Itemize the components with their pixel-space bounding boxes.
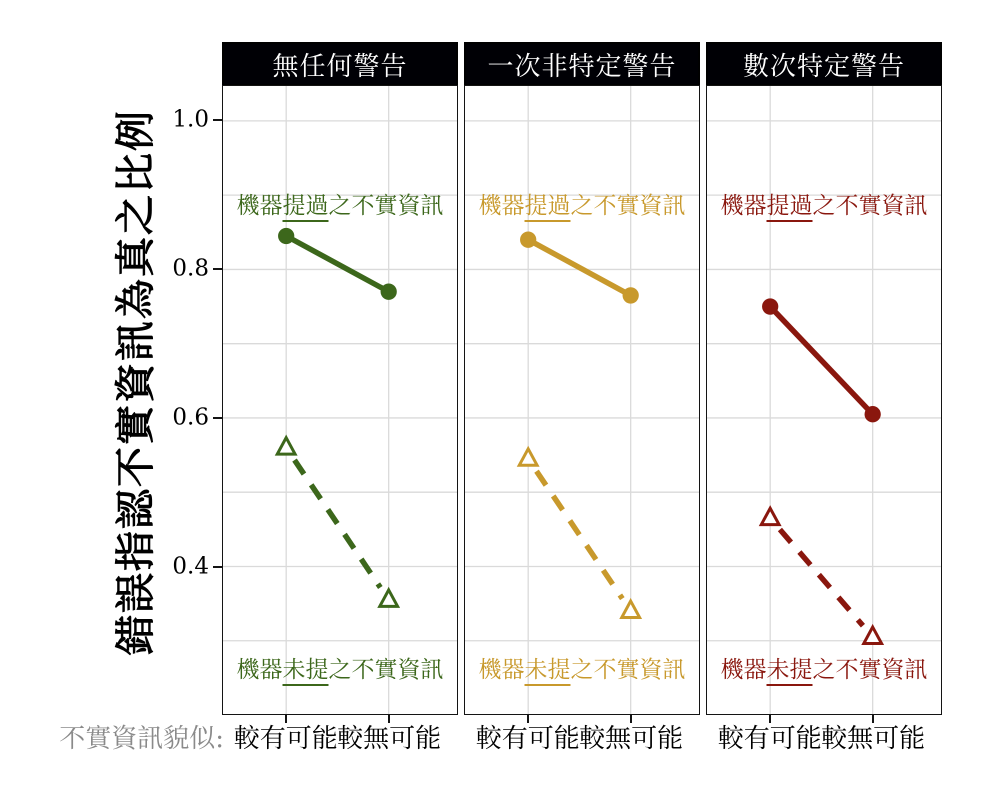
y-tick-label: 1.0 (172, 106, 209, 133)
series-line-dashed (780, 529, 863, 625)
y-tick-label: 0.4 (172, 553, 209, 580)
series-label (237, 656, 444, 684)
x-tick-label: 較無可能 (579, 724, 684, 754)
series-line-dashed (295, 460, 381, 587)
panel-plot-area (464, 85, 700, 715)
series-label-underlined: 提過 (525, 193, 571, 222)
series-label (479, 656, 686, 684)
x-tick-mark (388, 714, 390, 723)
panel-title-strip (222, 42, 458, 86)
data-point-triangle (519, 449, 537, 465)
series-line-solid (286, 236, 388, 292)
y-tick-mark (213, 268, 222, 270)
series-line-dashed (537, 471, 623, 598)
x-tick-label: 較有可能 (233, 724, 338, 754)
series-label-suffix: 之不實資訊 (328, 192, 444, 219)
series-label (721, 656, 928, 684)
series-label-underlined: 未提 (283, 657, 329, 686)
panel-plot-area (706, 85, 942, 715)
y-tick-mark (213, 119, 222, 121)
series-label (721, 192, 928, 220)
series-label (479, 192, 686, 220)
series-label-suffix: 之不實資訊 (570, 192, 686, 219)
panel-plot-svg (465, 86, 699, 714)
series-label-underlined: 未提 (767, 657, 813, 686)
data-point-circle (865, 406, 881, 422)
series-label-suffix: 之不實資訊 (328, 656, 444, 683)
panel-3 (706, 42, 942, 715)
panel-plot-svg (707, 86, 941, 714)
series-label-suffix: 之不實資訊 (570, 656, 686, 683)
panel-plot-area (222, 85, 458, 715)
x-tick-mark (285, 714, 287, 723)
y-tick-mark (213, 566, 222, 568)
panel-plot-svg (223, 86, 457, 714)
data-point-triangle (380, 590, 398, 606)
series-label-prefix: 機器 (236, 656, 283, 683)
y-tick-mark (213, 417, 222, 419)
panel-title-strip (706, 42, 942, 86)
y-axis-title: 錯誤指認不實資訊為真之比例 (112, 109, 159, 655)
series-label-suffix: 之不實資訊 (812, 656, 928, 683)
panel-1 (222, 42, 458, 715)
x-tick-label: 較無可能 (821, 724, 926, 754)
panel-title-strip (464, 42, 700, 86)
data-point-triangle (622, 601, 640, 617)
panel-title: 一次非特定警告 (487, 51, 677, 82)
x-tick-mark (527, 714, 529, 723)
data-point-triangle (277, 438, 295, 454)
x-tick-label: 較有可能 (717, 724, 822, 754)
x-tick-label: 較無可能 (337, 724, 442, 754)
y-tick-label: 0.8 (172, 255, 209, 282)
series-line-solid (528, 240, 630, 296)
data-point-triangle (761, 508, 779, 524)
x-tick-mark (769, 714, 771, 723)
x-tick-mark (872, 714, 874, 723)
data-point-circle (520, 232, 536, 248)
x-tick-label: 較有可能 (475, 724, 580, 754)
data-point-circle (623, 287, 639, 303)
series-label-prefix: 機器 (720, 656, 767, 683)
data-point-triangle (864, 627, 882, 643)
series-label-prefix: 機器 (720, 192, 767, 219)
panel-2 (464, 42, 700, 715)
series-label-suffix: 之不實資訊 (812, 192, 928, 219)
panel-title: 無任何警告 (272, 51, 408, 82)
series-label-underlined: 提過 (283, 193, 329, 222)
series-label-prefix: 機器 (478, 192, 525, 219)
data-point-circle (762, 298, 778, 314)
data-point-circle (278, 228, 294, 244)
panel-title: 數次特定警告 (742, 51, 905, 82)
y-tick-label: 0.6 (172, 404, 209, 431)
series-label-prefix: 機器 (236, 192, 283, 219)
series-line-solid (770, 307, 872, 415)
series-label-underlined: 提過 (767, 193, 813, 222)
x-tick-mark (630, 714, 632, 723)
series-label (237, 192, 444, 220)
series-label-prefix: 機器 (478, 656, 525, 683)
data-point-circle (381, 284, 397, 300)
series-label-underlined: 未提 (525, 657, 571, 686)
x-axis-prefix-label: 不實資訊貌似: (59, 724, 224, 754)
